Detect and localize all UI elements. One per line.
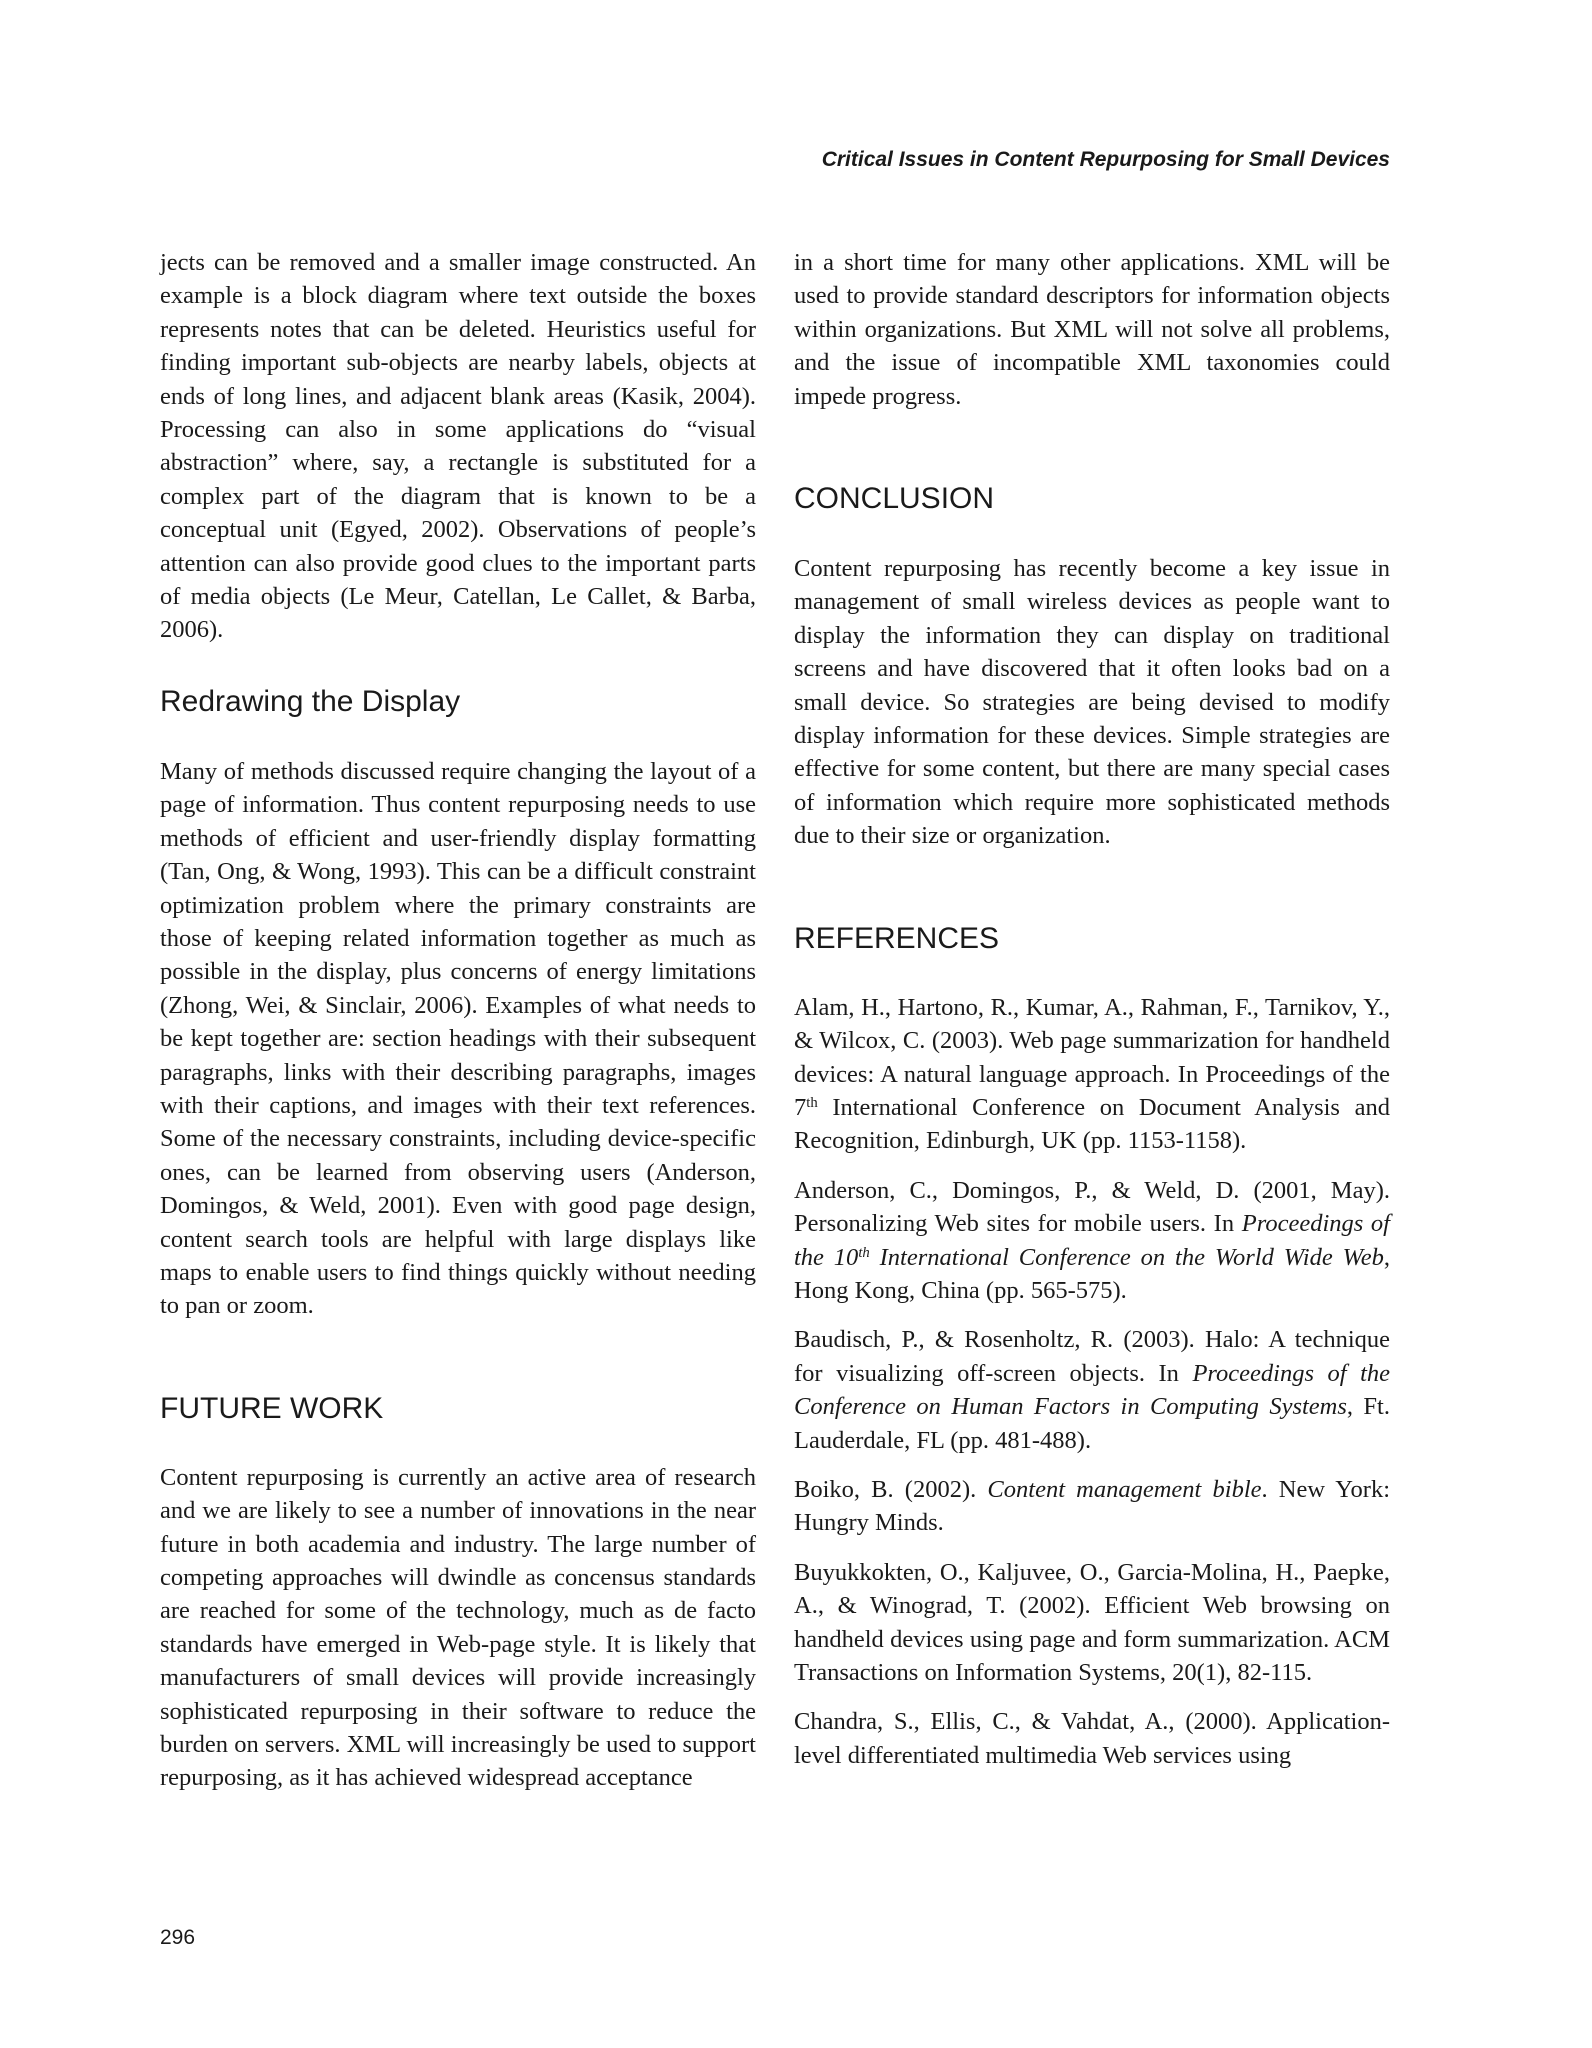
reference-baudisch: Baudisch, P., & Rosenholtz, R. (2003). Halo: A technique for visualizing off-screen objects. In Proceedings of the Conference on Human Factors in Computing Systems, Ft. Lauderdale, FL (pp. 481-488). [794, 1326, 1391, 1454]
reference-list [794, 991, 1390, 1773]
heading-conclusion: CONCLUSION [794, 482, 995, 516]
running-title: Critical Issues in Content Repurposing for Small Devices [821, 148, 1390, 171]
left-column [160, 246, 756, 1795]
reference-anderson: Anderson, C., Domingos, P., & Weld, D. (2001, May). Personalizing Web sites for mobile users. In Proceedings of the 10th International Conference on the World Wide Web, Hong Kong, China (pp. 565-575). [794, 1176, 1390, 1304]
heading-references: REFERENCES [794, 921, 1000, 955]
redrawing-paragraph: Many of methods discussed require changing the layout of a page of information. Thus content repurposing needs to use methods of efficient and user-friendly display formatting (Tan, Ong, & Wong, 1993). This can be a difficult constraint optimization problem where the primary constraints are those of keeping related information together as much as possible in the display, plus concerns of energy limitations (Zhong, Wei, & Sinclair, 2006). Examples of what needs to be kept together are: section headings with their subsequent paragraphs, links with their describing paragraphs, images with their captions, and images with their text references. Some of the necessary constraints, including device-specific ones, can be learned from observing users (Anderson, Domingos, & Weld, 2001). Even with good page design, content search tools are helpful with large displays like maps to enable users to find things quickly without needing to pan or zoom. [160, 757, 756, 1320]
reference-buyukkokten: Buyukkokten, O., Kaljuvee, O., Garcia-Molina, H., Paepke, A., & Winograd, T. (2002). Efficient Web browsing on handheld devices using page and form summarization. ACM Transactions on Information Systems, 20(1), 82-115. [794, 1558, 1390, 1686]
right-column [794, 246, 1390, 1772]
reference-boiko: Boiko, B. (2002). Content management bible. New York: Hungry Minds. [794, 1475, 1390, 1537]
heading-future-work: FUTURE WORK [160, 1391, 384, 1425]
heading-redrawing-the-display: Redrawing the Display [160, 684, 461, 718]
conclusion-paragraph: Content repurposing has recently become a key issue in management of small wireless devices as people want to display the information they can display on traditional screens and have discovered that it often looks bad on a small device. So strategies are being devised to modify display information for these devices. Simple strategies are effective for some content, but there are many special cases of information which require more sophisticated methods due to their size or organization. [794, 555, 1390, 850]
intro-paragraph: jects can be removed and a smaller image constructed. An example is a block diagram where text outside the boxes represents notes that can be deleted. Heuristics useful for finding important sub-objects are nearby labels, objects at ends of long lines, and adjacent blank areas (Kasik, 2004). Processing can also in some applications do “visual abstraction” where, say, a rectangle is substituted for a complex part of the diagram that is known to be a conceptual unit (Egyed, 2002). Observations of people’s attention can also provide good clues to the important parts of media objects (Le Meur, Catellan, Le Callet, & Barba, 2006). [160, 249, 756, 644]
future-work-continued: in a short time for many other applications. XML will be used to provide standard descriptors for information objects within organizations. But XML will not solve all problems, and the issue of incompatible XML taxonomies could impede progress. [794, 249, 1390, 410]
reference-chandra: Chandra, S., Ellis, C., & Vahdat, A., (2000). Application-level differentiated multimedia Web services using [794, 1708, 1390, 1769]
page-number: 296 [160, 1926, 196, 1949]
future-work-paragraph: Content repurposing is currently an active area of research and we are likely to see a number of innovations in the near future in both academia and industry. The large number of competing approaches will dwindle as concensus standards are reached for some of the technology, much as de facto standards have emerged in Web-page style. It is likely that manufacturers of small devices will provide increasingly sophisticated repurposing in their software to reduce the burden on servers. XML will increasingly be used to support repurposing, as it has achieved widespread acceptance [160, 1463, 756, 1792]
reference-alam: Alam, H., Hartono, R., Kumar, A., Rahman, F., Tarnikov, Y., & Wilcox, C. (2003). Web page summarization for handheld devices: A natural language approach. In Proceedings of the 7th International Conference on Document Analysis and Recognition, Edinburgh, UK (pp. 1153-1158). [794, 993, 1390, 1155]
